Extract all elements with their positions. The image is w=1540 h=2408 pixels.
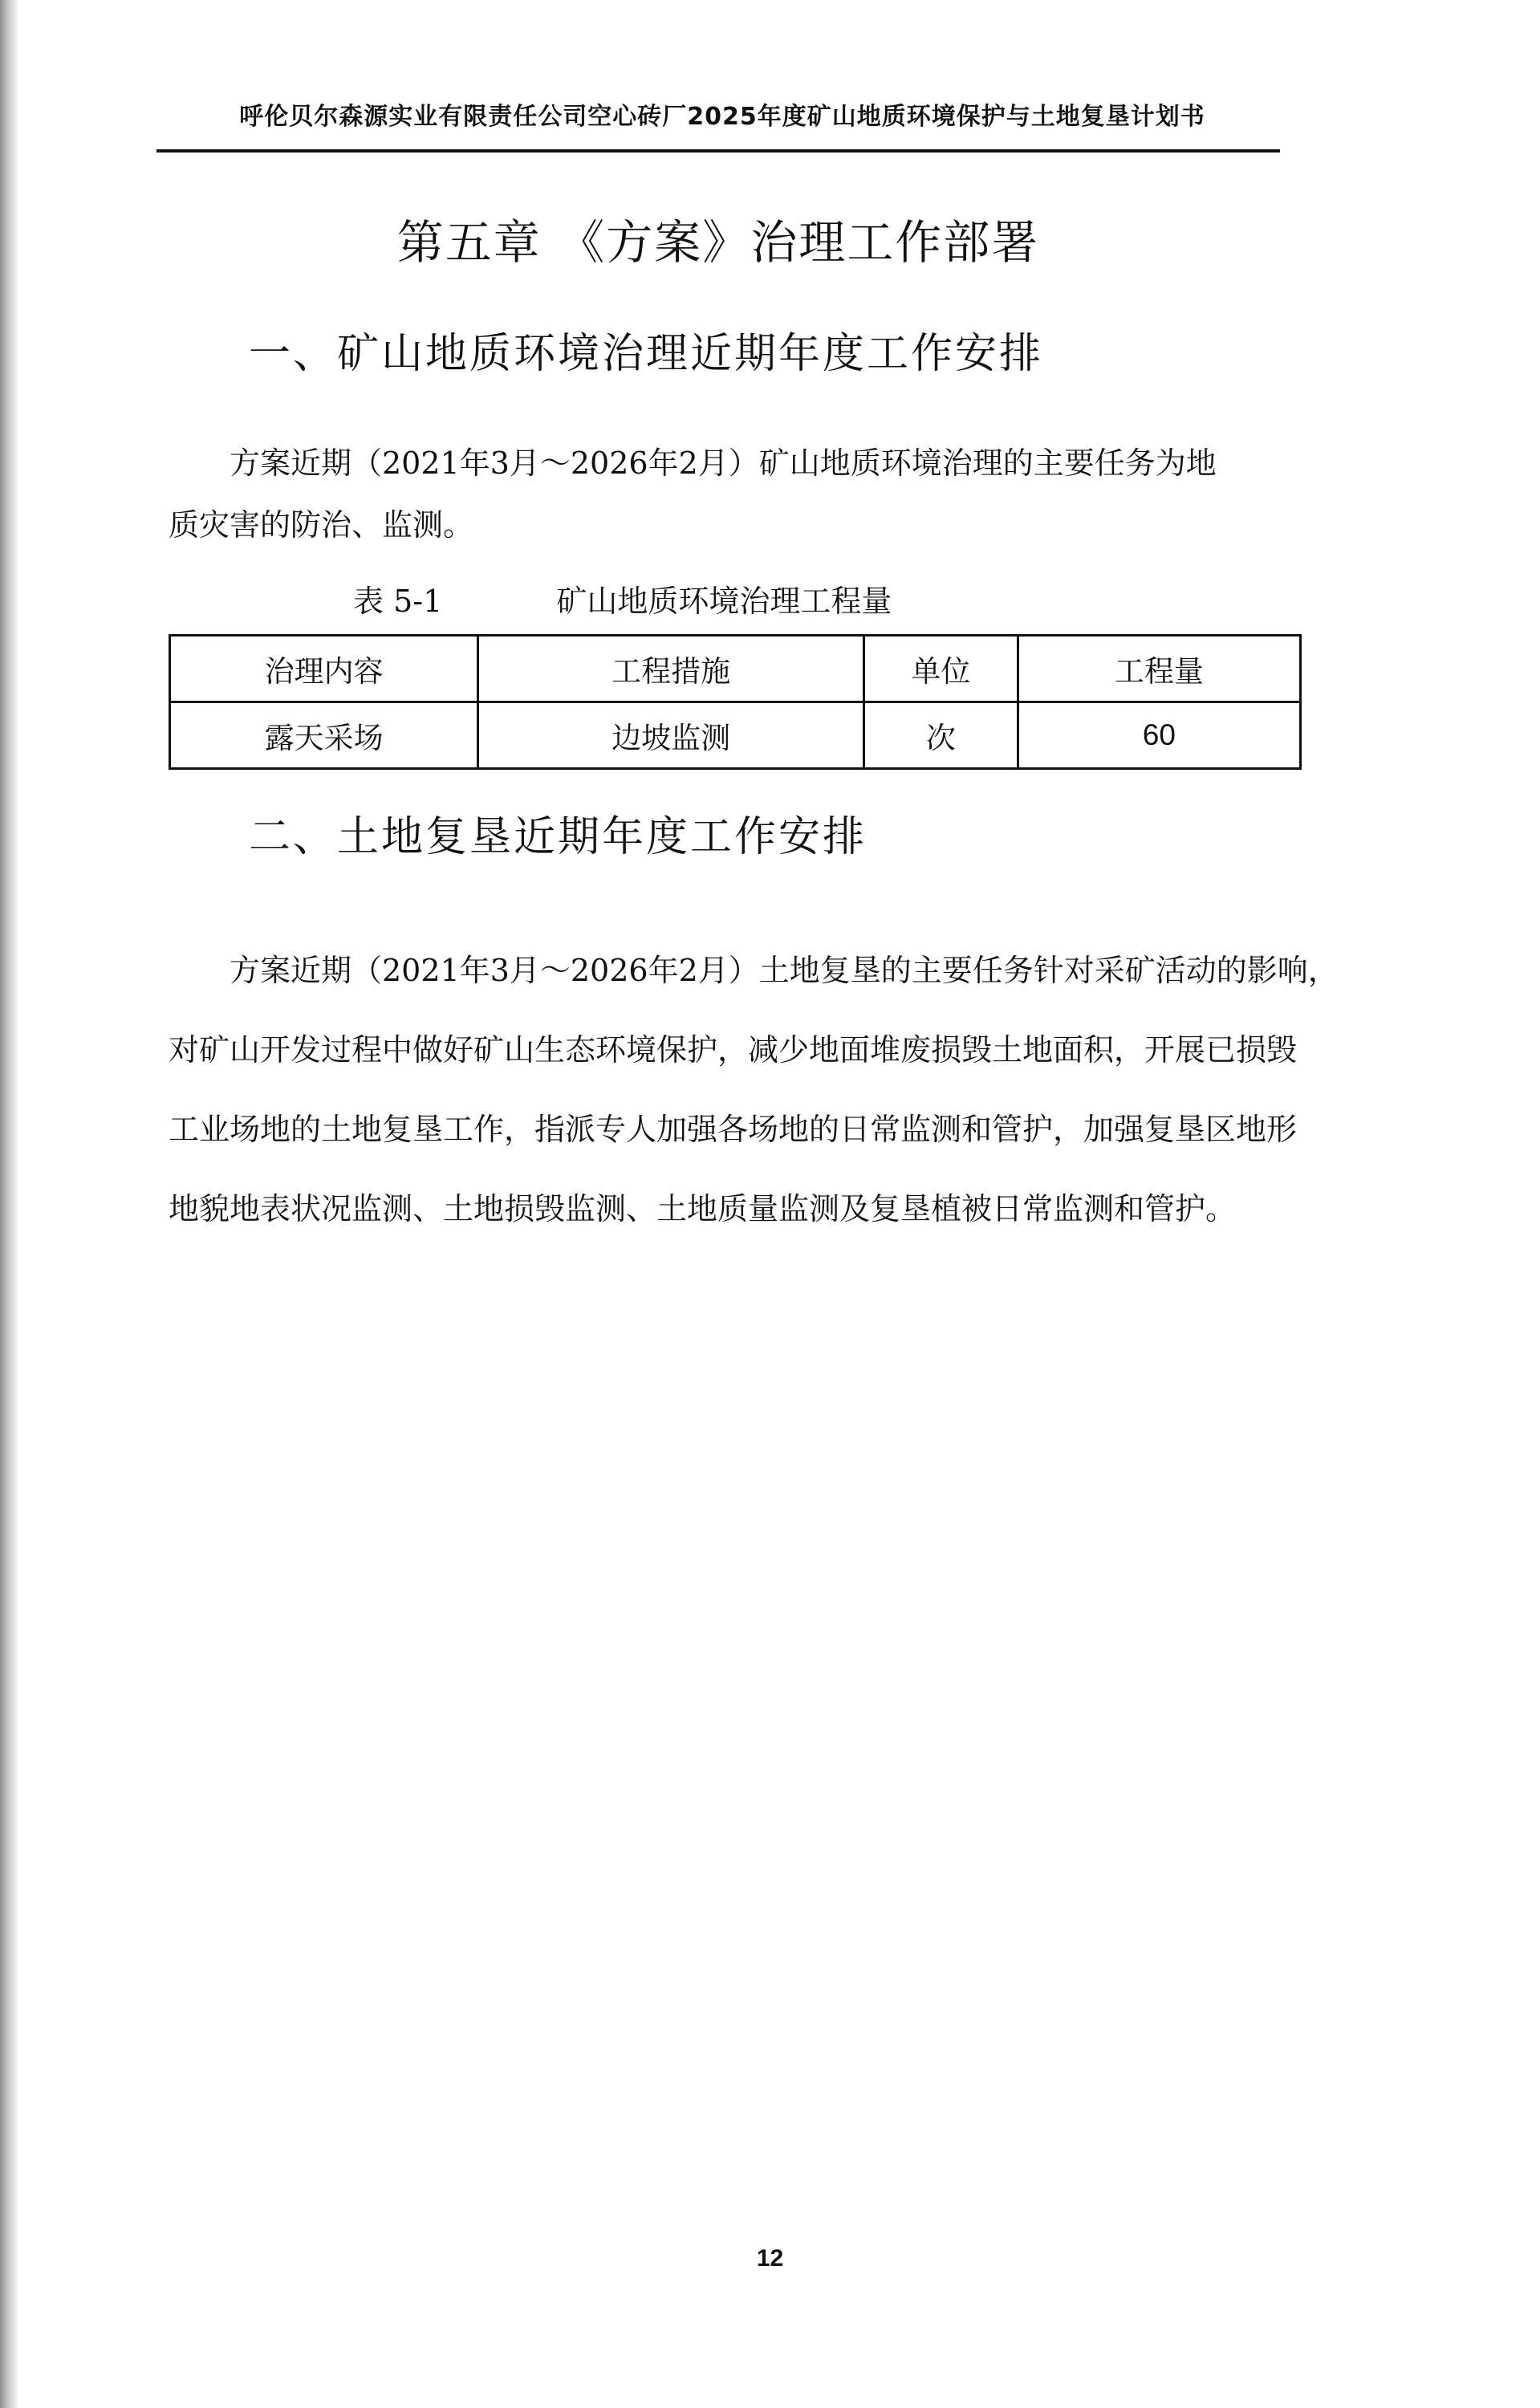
section-1-paragraph <box>169 424 1372 565</box>
table-header-row <box>170 636 1301 702</box>
table-cell: 60 <box>1018 702 1300 769</box>
table-row <box>170 702 1301 769</box>
section-2-paragraph <box>169 931 1372 1249</box>
works-table <box>169 634 1302 770</box>
table-caption-number: 表 5-1 <box>353 584 443 619</box>
paragraph-line: 地貌地表状况监测、土地损毁监测、土地质量监测及复垦植被日常监测和管护。 <box>169 1191 1237 1226</box>
table-header-cell: 工程量 <box>1018 636 1300 702</box>
paragraph-line: 方案近期（2021年3月～2026年2月）矿山地质环境治理的主要任务为地 <box>230 445 1217 481</box>
paragraph-line: 对矿山开发过程中做好矿山生态环境保护，减少地面堆废损毁土地面积，开展已损毁 <box>169 1032 1298 1068</box>
chapter-title: 第五章 《方案》治理工作部署 <box>396 215 1040 270</box>
table-header-cell: 工程措施 <box>478 636 864 702</box>
table-cell: 露天采场 <box>170 702 478 769</box>
document-header: 呼伦贝尔森源实业有限责任公司空心砖厂2025年度矿山地质环境保护与土地复垦计划书 <box>239 103 1205 131</box>
paragraph-line: 方案近期（2021年3月～2026年2月）土地复垦的主要任务针对采矿活动的影响， <box>230 953 1339 988</box>
paragraph-line: 质灾害的防治、监测。 <box>169 507 474 543</box>
page-number: 12 <box>756 2245 784 2272</box>
scan-edge-shadow <box>0 0 18 2408</box>
table-cell: 边坡监测 <box>478 702 864 769</box>
paragraph-line: 工业场地的土地复垦工作，指派专人加强各场地的日常监测和管护，加强复垦区地形 <box>169 1112 1298 1147</box>
table-caption <box>353 576 892 620</box>
table-header-cell: 治理内容 <box>170 636 478 702</box>
header-rule <box>156 149 1280 153</box>
section-1-title: 一、矿山地质环境治理近期年度工作安排 <box>249 330 1044 378</box>
table-cell: 次 <box>864 702 1018 769</box>
table-header-cell: 单位 <box>864 636 1018 702</box>
table-caption-title: 矿山地质环境治理工程量 <box>556 584 892 619</box>
section-2-title: 二、土地复垦近期年度工作安排 <box>249 813 868 861</box>
